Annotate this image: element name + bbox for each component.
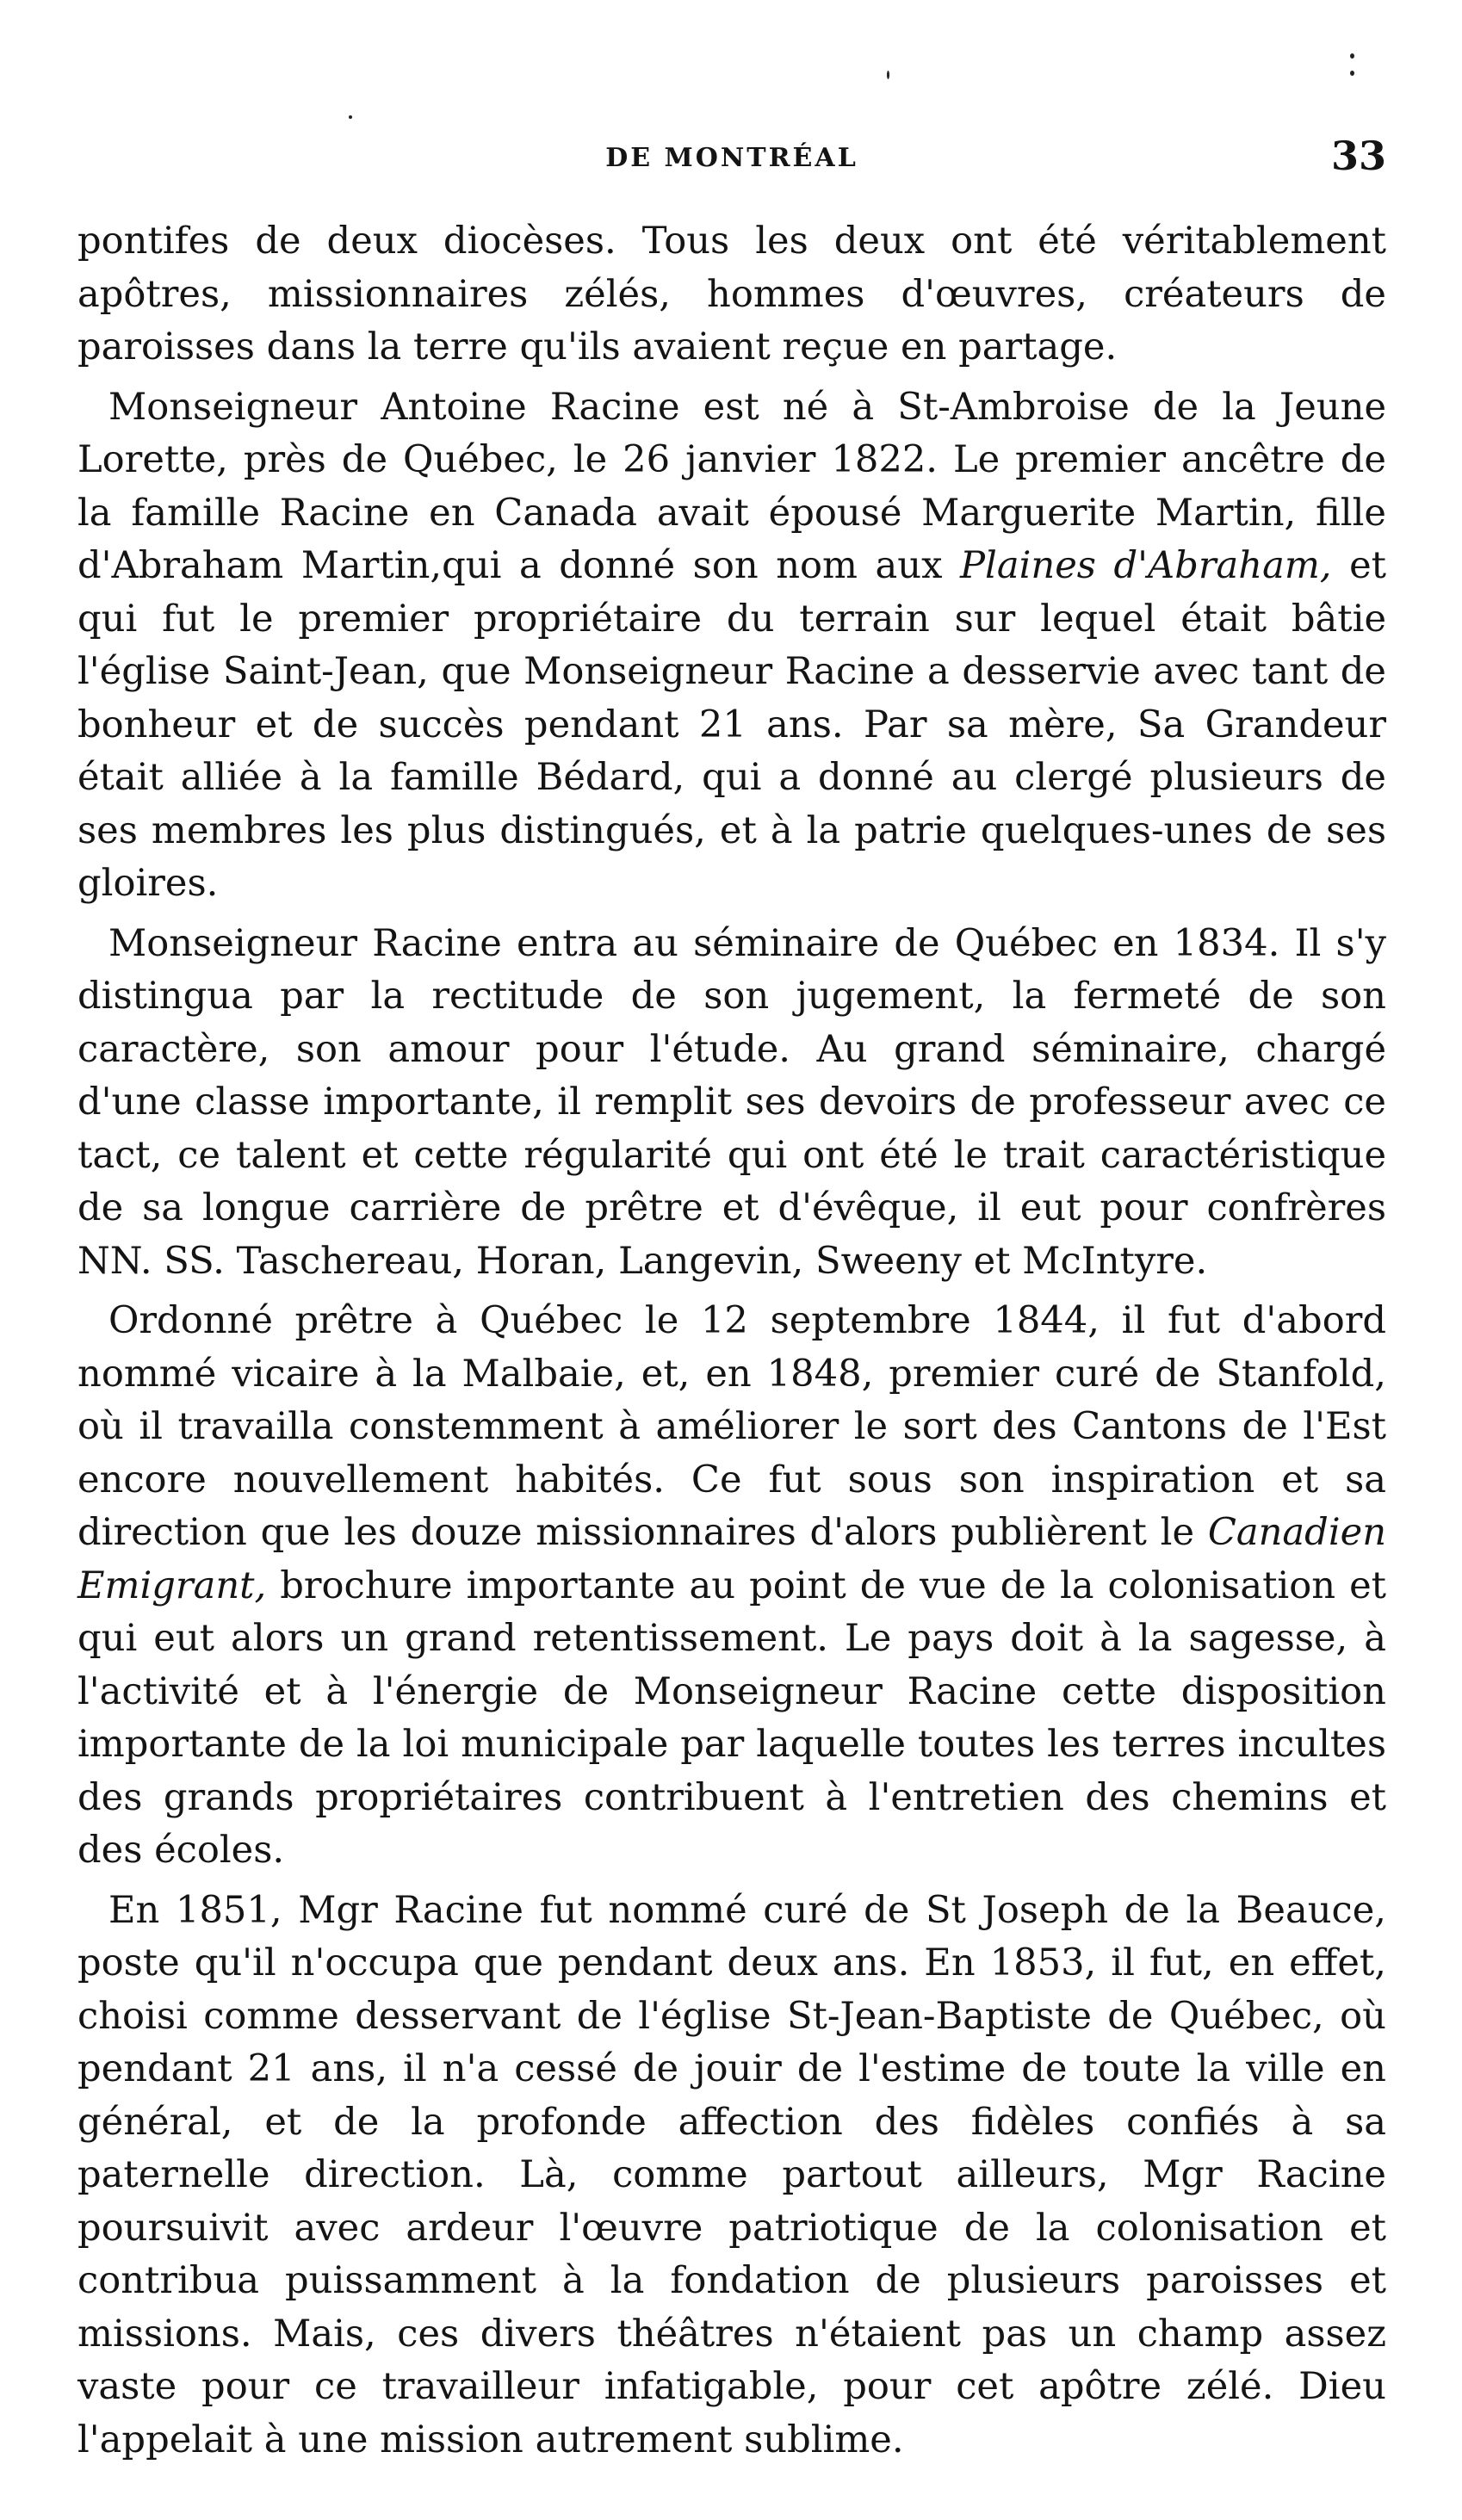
paragraph-text-tail: brochure importante au point de vue de la colonisation et qui eut alors un grand retentissement. Le pays doit à la sagesse, à l'activité et à l'énergie de Monseigneur Racine cette disposition importante de la loi municipale par laquelle toutes les terres incultes des grands propriétaires contribuent à l'entretien des chemins et des écoles. bbox=[77, 1563, 1386, 1872]
print-speck bbox=[1350, 71, 1354, 76]
print-speck bbox=[349, 115, 352, 119]
paragraph-4 bbox=[77, 1295, 1386, 1878]
paragraph-text: Monseigneur Racine entra au séminaire de Québec en 1834. Il s'y distingua par la rectitude de son jugement, la fermeté de son caractère, son amour pour l'étude. Au grand séminaire, chargé d'une classe importante, il remplit ses devoirs de professeur avec ce tact, ce talent et cette régularité qui ont été le trait caractéristique de sa longue carrière de prêtre et d'évêque, il eut pour confrères NN. SS. Taschereau, Horan, Langevin, Sweeny et McIntyre. bbox=[77, 921, 1386, 1283]
italic-title-canadien-emigrant: Canadien Emigrant, bbox=[77, 1511, 1387, 1607]
body-text bbox=[77, 215, 1386, 2474]
paragraph-text: pontifes de deux diocèses. Tous les deux ont été véritablement apôtres, missionnaires zélés, hommes d'œuvres, créateurs de paroisses dans la terre qu'ils avaient reçue en partage. bbox=[77, 220, 1386, 368]
paragraph-text: En 1851, Mgr Racine fut nommé curé de St Joseph de la Beauce, poste qu'il n'occupa que pendant deux ans. En 1853, il fut, en effet, choisi comme desservant de l'église St-Jean-Baptiste de Québec, où pendant 21 ans, il n'a cessé de jouir de l'estime de toute la ville en général, et de la profonde affection des fidèles confiés à sa paternelle direction. Là, comme partout ailleurs, Mgr Racine poursuivit avec ardeur l'œuvre patriotique de la colonisation et contribua puissamment à la fondation de plusieurs paroisses et missions. Mais, ces divers théâtres n'étaient pas un champ assez vaste pour ce travailleur infatigable, pour cet apôtre zélé. Dieu l'appelait à une mission autrement sublime. bbox=[77, 1888, 1386, 2461]
paragraph-1 bbox=[77, 215, 1386, 375]
paragraph-text: Ordonné prêtre à Québec le 12 septembre 1844, il fut d'abord nommé vicaire à la Malbaie, et, en 1848, premier curé de Stanfold, où il travailla constemment à améliorer le sort des Cantons de l'Est encore nouvellement habités. Ce fut sous son inspiration et sa direction que les douze missionnaires d'alors publièrent le bbox=[77, 1299, 1386, 1554]
italic-title-plaines: Plaines d'Abraham, bbox=[960, 544, 1332, 587]
page-number: 33 bbox=[1330, 133, 1386, 179]
running-head: DE MONTRÉAL bbox=[605, 143, 858, 173]
paragraph-text: Monseigneur Antoine Racine est né à St-Ambroise de la Jeune Lorette, près de Québec, le 26 janvier 1822. Le premier ancêtre de la famille Racine en Canada avait épousé Marguerite Martin, fille d'Abraham Martin,qui a donné son nom aux bbox=[77, 385, 1386, 587]
paragraph-text-tail: et qui fut le premier propriétaire du terrain sur lequel était bâtie l'église Saint-Jean, que Monseigneur Racine a desservie avec tant de bonheur et de succès pendant 21 ans. Par sa mère, Sa Grandeur était alliée à la famille Bédard, qui a donné au clergé plusieurs de ses membres les plus distingués, et à la patrie quelques-unes de ses gloires. bbox=[77, 544, 1386, 905]
page-header bbox=[77, 129, 1386, 181]
paragraph-3 bbox=[77, 918, 1386, 1289]
paragraph-5 bbox=[77, 1885, 1386, 2467]
print-speck bbox=[1350, 53, 1354, 59]
paragraph-2 bbox=[77, 381, 1386, 911]
print-speck bbox=[887, 71, 889, 79]
